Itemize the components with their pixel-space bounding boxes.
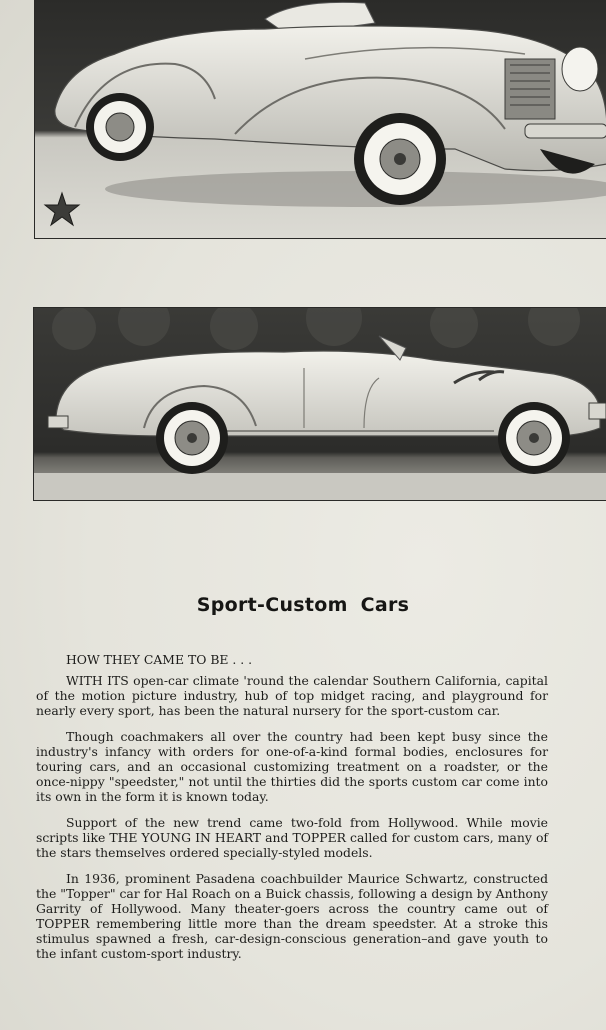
paragraph-3: Support of the new trend came two-fold from Hollywood. While movie scripts like THE YOUNG IN HEART and TOPPER called for custom cars, many of the stars themselves ordered specially-styled models. <box>36 815 548 860</box>
article-body <box>36 673 548 972</box>
subheading-text: HOW THEY CAME TO BE . . . <box>66 652 253 667</box>
article-title: Sport-Custom Cars <box>196 594 410 616</box>
paragraph-4: In 1936, prominent Pasadena coachbuilder Maurice Schwartz, constructed the "Topper" car for Hal Roach on a Buick chassis, following a design by Anthony Garrity of Hollywood. Many theater-goers across the country came out of TOPPER remembering little more than the dream speedster. At a stroke this stimulus spawned a fresh, car-design-conscious generation–and gave youth to the infant custom-sport industry. <box>36 871 548 961</box>
convertible-coupe-illustration <box>35 0 606 238</box>
article-subheading <box>36 652 548 673</box>
paragraph-2: Though coachmakers all over the country had been kept busy since the industry's infancy with orders for one-of-a-kind formal bodies, enclosures for touring cars, and an occasional customizing treatment on a roadster, or the once-nippy "speedster," not until the thirties did the sports custom car come into its own in the form it is known today. <box>36 729 548 804</box>
convertible-speedster-photo <box>33 307 606 501</box>
convertible-speedster-illustration <box>34 308 606 500</box>
paragraph-1: WITH ITS open-car climate 'round the calendar Southern California, capital of the motion picture industry, hub of top midget racing, and playground for nearly every sport, has been the natural nursery for the sport-custom car. <box>36 673 548 718</box>
convertible-coupe-photo <box>34 0 606 239</box>
